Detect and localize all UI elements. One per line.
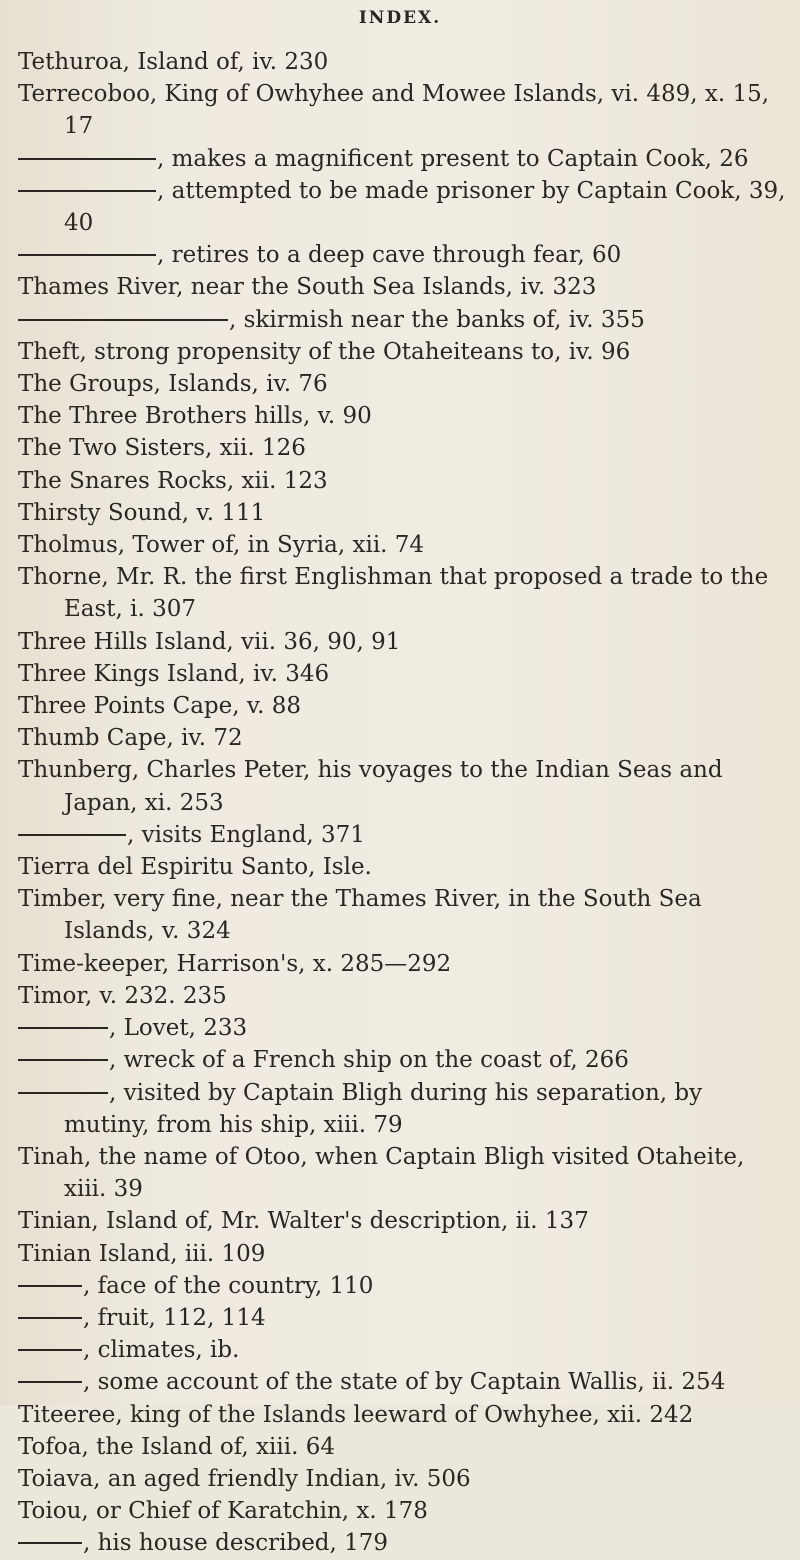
index-subentry <box>18 1527 790 1559</box>
entry-text: Tinian, Island of, Mr. Walter's description, ii. 137 <box>18 1208 589 1235</box>
ditto-dash <box>18 1285 82 1287</box>
index-subentry <box>18 1044 790 1076</box>
index-entry <box>18 432 790 464</box>
ditto-dash <box>18 1059 108 1061</box>
entry-text: , retires to a deep cave through fear, 60 <box>157 242 622 269</box>
entry-text: Time-keeper, Harrison's, x. 285—292 <box>18 950 452 977</box>
entry-text: Tholmus, Tower of, in Syria, xii. 74 <box>18 532 425 559</box>
entry-text: Three Points Cape, v. 88 <box>18 693 302 720</box>
entry-text: , visited by Captain Bligh during his separation, by mutiny, from his ship, xiii. 79 <box>64 1079 703 1138</box>
index-entry <box>18 1463 790 1495</box>
index-entry <box>18 1431 790 1463</box>
index-entry <box>18 626 790 658</box>
index-entry <box>18 1495 790 1527</box>
entry-text: The Two Sisters, xii. 126 <box>18 435 306 462</box>
entry-text: , Lovet, 233 <box>109 1015 248 1042</box>
index-subentry <box>18 1366 790 1398</box>
index-entry <box>18 754 790 818</box>
page-header: INDEX. <box>358 8 442 28</box>
index-entry <box>18 271 790 303</box>
entry-text: Terrecoboo, King of Owhyhee and Mowee Islands, vi. 489, x. 15, 17 <box>18 81 770 140</box>
index-subentry <box>18 1077 790 1141</box>
ditto-dash <box>18 158 156 160</box>
entry-text: , climates, ib. <box>83 1337 240 1364</box>
index-entry <box>18 1141 790 1205</box>
entry-text: Titeeree, king of the Islands leeward of Owhyhee, xii. 242 <box>18 1401 694 1428</box>
entry-text: Thirsty Sound, v. 111 <box>18 499 266 526</box>
ditto-dash <box>18 1027 108 1029</box>
entry-text: Thorne, Mr. R. the first Englishman that proposed a trade to the East, i. 307 <box>18 564 769 623</box>
index-entry <box>18 529 790 561</box>
index-entry <box>18 46 790 78</box>
ditto-dash <box>18 1317 82 1319</box>
entry-text: , face of the country, 110 <box>83 1272 374 1299</box>
entry-text: Thumb Cape, iv. 72 <box>18 725 243 752</box>
index-subentry <box>18 819 790 851</box>
ditto-dash <box>18 1092 108 1094</box>
index-entry <box>18 690 790 722</box>
entry-text: Tierra del Espiritu Santo, Isle. <box>18 854 372 881</box>
entry-text: , wreck of a French ship on the coast of, 266 <box>109 1047 629 1074</box>
entry-text: , fruit, 112, 114 <box>83 1304 266 1331</box>
entry-text: Thames River, near the South Sea Islands, iv. 323 <box>18 274 597 301</box>
entry-text: , his house described, 179 <box>83 1530 389 1557</box>
index-subentry <box>18 304 790 336</box>
index-entry <box>18 948 790 980</box>
index-entry <box>18 1399 790 1431</box>
entry-text: Toiou, or Chief of Karatchin, x. 178 <box>18 1498 428 1525</box>
index-subentry <box>18 175 790 239</box>
index-entry <box>18 465 790 497</box>
index-entry <box>18 78 790 142</box>
entry-text: The Three Brothers hills, v. 90 <box>18 403 372 430</box>
index-entry <box>18 497 790 529</box>
index-subentry <box>18 1334 790 1366</box>
entry-text: Tinian Island, iii. 109 <box>18 1240 266 1267</box>
index-subentry <box>18 239 790 271</box>
index-entry <box>18 561 790 625</box>
ditto-dash <box>18 1381 82 1383</box>
index-subentry <box>18 1270 790 1302</box>
ditto-dash <box>18 190 156 192</box>
entry-text: Timber, very fine, near the Thames River, in the South Sea Islands, v. 324 <box>18 886 702 945</box>
index-entry <box>18 336 790 368</box>
entry-text: , skirmish near the banks of, iv. 355 <box>229 306 645 333</box>
ditto-dash <box>18 1542 82 1544</box>
entry-text: Three Kings Island, iv. 346 <box>18 660 330 687</box>
entry-text: Tinah, the name of Otoo, when Captain Bligh visited Otaheite, xiii. 39 <box>18 1143 745 1203</box>
index-entry <box>18 883 790 947</box>
ditto-dash <box>18 254 156 256</box>
index-entry <box>18 722 790 754</box>
index-entry <box>18 1205 790 1237</box>
index-entry <box>18 400 790 432</box>
index-subentry <box>18 1012 790 1044</box>
index-entries <box>18 46 790 1560</box>
entry-text: , makes a magnificent present to Captain Cook, 26 <box>157 145 749 172</box>
index-entry <box>18 980 790 1012</box>
ditto-dash <box>18 319 228 321</box>
entry-text: Three Hills Island, vii. 36, 90, 91 <box>18 628 401 655</box>
ditto-dash <box>18 1349 82 1351</box>
index-entry <box>18 851 790 883</box>
index-entry <box>18 1238 790 1270</box>
entry-text: Timor, v. 232. 235 <box>18 982 227 1009</box>
entry-text: Thunberg, Charles Peter, his voyages to the Indian Seas and Japan, xi. 253 <box>18 757 723 816</box>
ditto-dash <box>18 834 126 836</box>
entry-text: , some account of the state of by Captain Wallis, ii. 254 <box>83 1369 726 1396</box>
entry-text: Toiava, an aged friendly Indian, iv. 506 <box>18 1465 471 1492</box>
index-entry <box>18 658 790 690</box>
index-entry <box>18 368 790 400</box>
entry-text: Theft, strong propensity of the Otaheiteans to, iv. 96 <box>18 338 631 365</box>
entry-text: Tofoa, the Island of, xiii. 64 <box>18 1433 335 1460</box>
entry-text: , visits England, 371 <box>127 821 365 848</box>
entry-text: The Snares Rocks, xii. 123 <box>18 467 328 494</box>
index-subentry <box>18 143 790 175</box>
entry-text: Tethuroa, Island of, iv. 230 <box>18 49 329 75</box>
index-subentry <box>18 1302 790 1334</box>
entry-text: , attempted to be made prisoner by Captain Cook, 39, 40 <box>64 177 786 237</box>
entry-text: The Groups, Islands, iv. 76 <box>18 371 328 398</box>
